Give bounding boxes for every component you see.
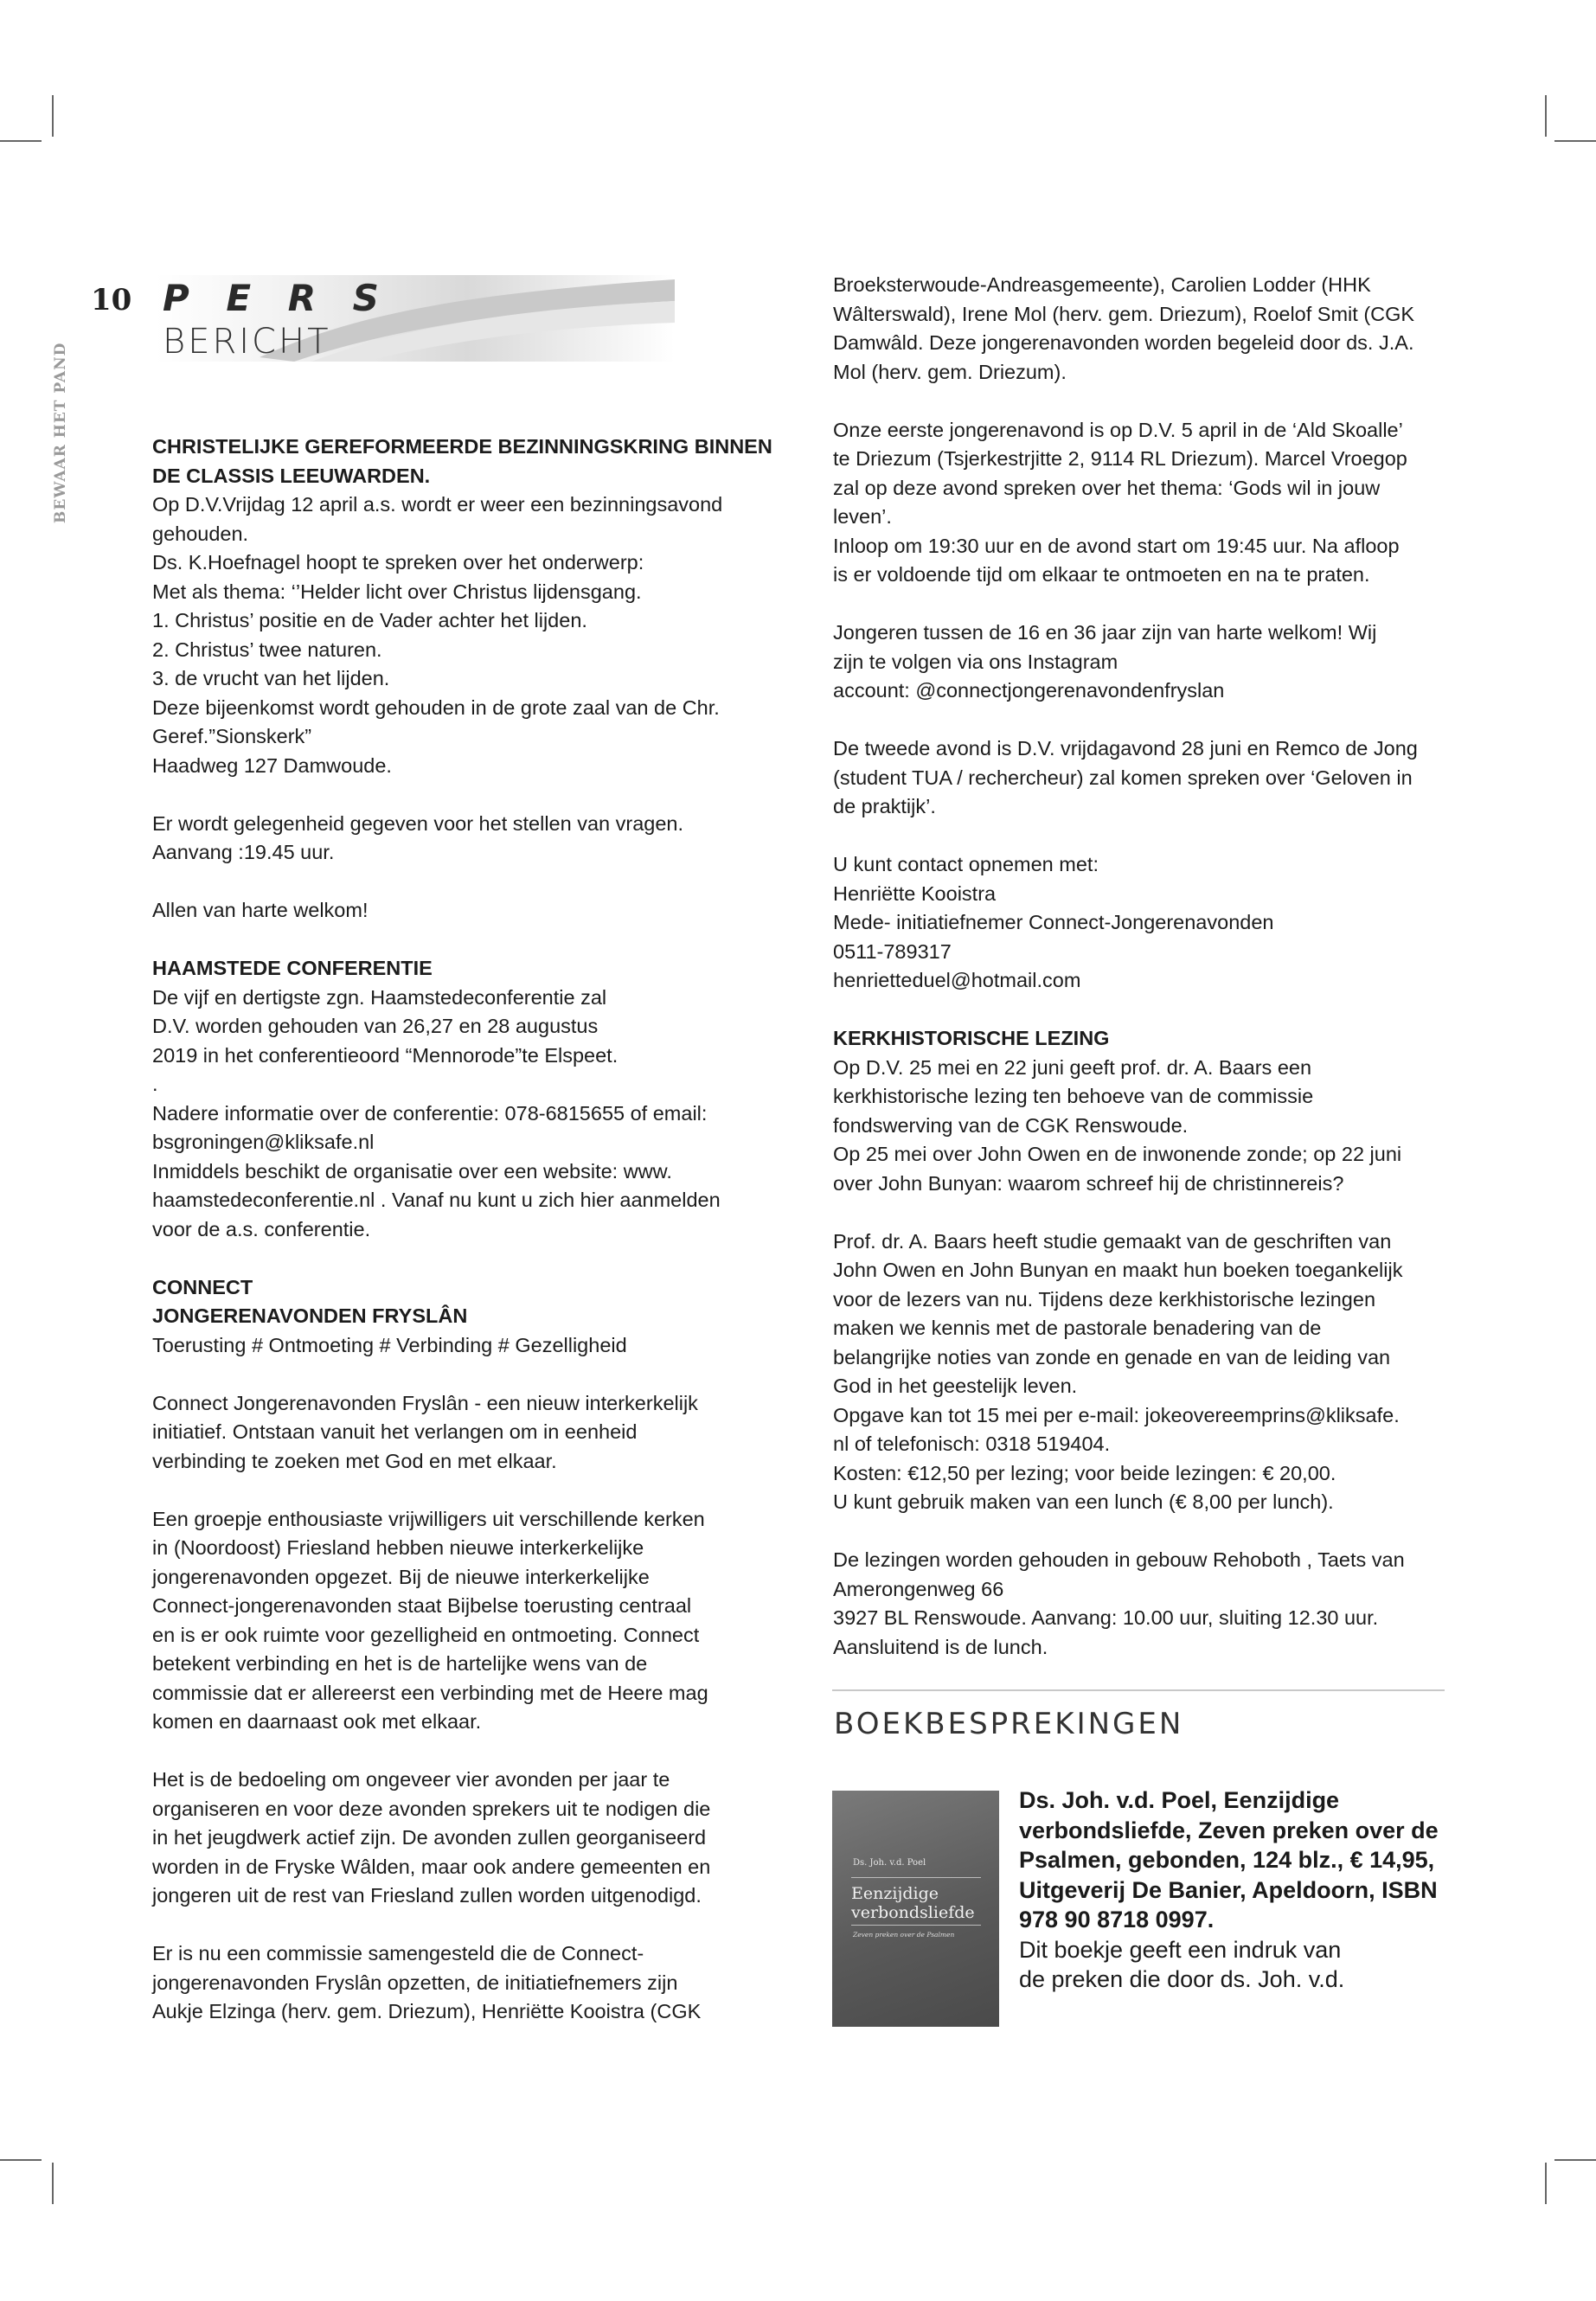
text-line: organiseren en voor deze avonden sprekers uit te nodigen die [152, 1797, 711, 1820]
book-details-line: Psalmen, gebonden, 124 blz., € 14,95, [1019, 1847, 1435, 1873]
text-line: in (Noordoost) Friesland hebben nieuwe interkerkelijke [152, 1536, 644, 1559]
text-line: Wâlterswald), Irene Mol (herv. gem. Driezum), Roelof Smit (CGK [833, 302, 1415, 325]
crop-mark [1545, 2163, 1547, 2204]
book-details-line: 978 90 8718 0997. [1019, 1907, 1215, 1932]
text-line: Aansluitend is de lunch. [833, 1635, 1048, 1658]
article-paragraph [833, 734, 1456, 822]
cover-divider [851, 1925, 981, 1926]
article-paragraph [152, 810, 775, 868]
text-line: zal op deze avond spreken over het thema: ‘Gods wil in jouw [833, 476, 1381, 499]
text-line: U kunt contact opnemen met: [833, 853, 1099, 875]
text-line: haamstedeconferentie.nl . Vanaf nu kunt u zich hier aanmelden [152, 1189, 721, 1211]
text-line: jongerenavonden opgezet. Bij de nieuwe interkerkelijke [152, 1565, 650, 1588]
text-line: komen en daarnaast ook met elkaar. [152, 1710, 482, 1733]
article-paragraph [152, 490, 775, 780]
text-line: Een groepje enthousiaste vrijwilligers uit verschillende kerken [152, 1507, 705, 1530]
text-line: God in het geestelijk leven. [833, 1375, 1078, 1397]
article-paragraph [152, 1939, 775, 2027]
article-paragraph [833, 1227, 1456, 1517]
contact-block [833, 850, 1456, 996]
text-line: D.V. worden gehouden van 26,27 en 28 augustus [152, 1015, 599, 1037]
text-line: Aanvang :19.45 uur. [152, 841, 335, 863]
book-review-text [1019, 1785, 1452, 1995]
text-line: 3. de vrucht van het lijden. [152, 667, 390, 689]
text-line: Opgave kan tot 15 mei per e-mail: jokeovereemprins@kliksafe. [833, 1403, 1400, 1426]
article-paragraph [833, 416, 1456, 590]
text-line: Onze eerste jongerenavond is op D.V. 5 april in de ‘Ald Skoalle’ [833, 418, 1403, 441]
text-line: Het is de bedoeling om ongeveer vier avonden per jaar te [152, 1768, 670, 1791]
article-heading [152, 954, 775, 984]
cover-divider [851, 1877, 981, 1878]
text-line: is er voldoende tijd om elkaar te ontmoeten en na te praten. [833, 563, 1370, 586]
text-line: Er is nu een commissie samengesteld die de Connect- [152, 1942, 644, 1965]
text-line: Connect Jongerenavonden Fryslân - een nieuw interkerkelijk [152, 1391, 698, 1414]
article-paragraph [833, 271, 1456, 387]
book-details-line: Ds. Joh. v.d. Poel, Eenzijdige [1019, 1787, 1340, 1813]
text-line: account: @connectjongerenavondenfryslan [833, 679, 1225, 702]
text-line: Op D.V. 25 mei en 22 juni geeft prof. dr. A. Baars een [833, 1055, 1312, 1079]
left-column [152, 433, 775, 2027]
text-line: kerkhistorische lezing ten behoeve van de commissie [833, 1085, 1314, 1107]
text-line: Haadweg 127 Damwoude. [152, 753, 392, 777]
book-cover-image [832, 1791, 999, 2027]
text-line: Op D.V.Vrijdag 12 april a.s. wordt er weer een bezinningsavond [152, 493, 723, 516]
crop-mark [0, 140, 42, 142]
text-line: U kunt gebruik maken van een lunch (€ 8,00 per lunch). [833, 1490, 1334, 1513]
article-paragraph [152, 1331, 775, 1361]
text-line: Nadere informatie over de conferentie: 078-6815655 of email: [152, 1101, 708, 1125]
text-line: Op 25 mei over John Owen en de inwonende zonde; op 22 juni [833, 1143, 1402, 1165]
text-line: commissie dat er allereerst een verbinding met de Heere mag [152, 1681, 708, 1704]
text-line: 2019 in het conferentieoord “Mennorode”te Elspeet. [152, 1043, 619, 1067]
text-line: 2. Christus’ twee naturen. [152, 638, 382, 661]
text-line: Mol (herv. gem. Driezum). [833, 360, 1067, 383]
text-line: De lezingen worden gehouden in gebouw Rehoboth , Taets van [833, 1548, 1405, 1571]
bericht-title: BERICHT [163, 322, 331, 362]
article-paragraph [833, 619, 1456, 706]
crop-mark [52, 95, 54, 137]
text-line: betekent verbinding en het is de hartelijke wens van de [152, 1652, 648, 1675]
contact-phone: 0511-789317 [833, 939, 952, 963]
text-line: in het jeugdwerk actief zijn. De avonden zullen georganiseerd [152, 1826, 707, 1849]
text-line: Mede- initiatiefnemer Connect-Jongerenavonden [833, 911, 1274, 933]
heading-line: JONGERENAVONDEN FRYSLÂN [152, 1304, 468, 1327]
crop-mark [1554, 2159, 1596, 2161]
text-line: Ds. K.Hoefnagel hoopt te spreken over het onderwerp: [152, 551, 644, 574]
text-line: Jongeren tussen de 16 en 36 jaar zijn van harte welkom! Wij [833, 621, 1377, 644]
text-line: initiatief. Ontstaan vanuit het verlangen om in eenheid [152, 1420, 638, 1443]
text-line: jongeren uit de rest van Friesland zullen worden uitgenodigd. [152, 1884, 702, 1907]
text-line: Geref.”Sionskerk” [152, 725, 312, 747]
text-line: Deze bijeenkomst wordt gehouden in de grote zaal van de Chr. [152, 695, 720, 719]
crop-mark [52, 2163, 54, 2204]
article-paragraph [152, 1766, 775, 1911]
text-line: Aukje Elzinga (herv. gem. Driezum), Henriëtte Kooistra (CGK [152, 2000, 702, 2022]
book-cover-author: Ds. Joh. v.d. Poel [853, 1858, 926, 1868]
text-line: de praktijk’. [833, 795, 936, 817]
book-cover-title: Eenzijdige verbondsliefde [851, 1884, 975, 1922]
book-cover-subtitle: Zeven preken over de Psalmen [853, 1931, 955, 1939]
article-heading [833, 1024, 1456, 1054]
text-line: John Owen en John Bunyan en maakt hun boeken toegankelijk [833, 1259, 1403, 1281]
text-line: 3927 BL Renswoude. Aanvang: 10.00 uur, sluiting 12.30 uur. [833, 1606, 1379, 1629]
article-paragraph [152, 1389, 775, 1477]
text-line: Inmiddels beschikt de organisatie over een website: www. [152, 1159, 672, 1183]
heading-line: DE CLASSIS LEEUWARDEN. [152, 464, 431, 487]
text-line: voor de a.s. conferentie. [152, 1217, 371, 1240]
text-line: Amerongenweg 66 [833, 1577, 1004, 1600]
text-line: zijn te volgen via ons Instagram [833, 650, 1118, 673]
book-details-line: verbondsliefde, Zeven preken over de [1019, 1817, 1439, 1843]
text-line: bsgroningen@kliksafe.nl [152, 1131, 375, 1153]
text-line: jongerenavonden Fryslân opzetten, de initiatiefnemers zijn [152, 1971, 678, 1994]
text-line: Toerusting # Ontmoeting # Verbinding # Gezelligheid [152, 1333, 627, 1356]
article-paragraph [152, 896, 775, 926]
text-line: te Driezum (Tsjerkestrjitte 2, 9114 RL Driezum). Marcel Vroegop [833, 447, 1407, 470]
text-line: (student TUA / rechercheur) zal komen spreken over ‘Geloven in [833, 766, 1413, 789]
crop-mark [1545, 95, 1547, 137]
text-line: . [152, 1073, 158, 1095]
crop-mark [0, 2159, 42, 2161]
article-heading [152, 433, 775, 490]
text-line: Prof. dr. A. Baars heeft studie gemaakt van de geschriften van [833, 1229, 1392, 1253]
text-line: verbinding te zoeken met God en met elkaar. [152, 1449, 557, 1472]
side-label: BEWAAR HET PAND [52, 342, 69, 523]
text-line: Connect-jongerenavonden staat Bijbelse toerusting centraal [152, 1594, 692, 1617]
heading-line: HAAMSTEDE CONFERENTIE [152, 957, 433, 979]
section-divider [832, 1689, 1445, 1691]
text-line: De vijf en dertigste zgn. Haamstedeconferentie zal [152, 985, 607, 1009]
text-line: 1. Christus’ positie en de Vader achter het lijden. [152, 609, 587, 631]
article-paragraph [833, 1546, 1456, 1662]
text-line: worden in de Fryske Wâlden, maar ook andere gemeenten en [152, 1855, 711, 1878]
text-line: leven’. [833, 505, 892, 528]
article-heading [152, 1273, 775, 1331]
contact-email: henrietteduel@hotmail.com [833, 969, 1081, 991]
text-line: Kosten: €12,50 per lezing; voor beide lezingen: € 20,00. [833, 1461, 1336, 1484]
text-line: voor de lezers van nu. Tijdens deze kerkhistorische lezingen [833, 1287, 1376, 1311]
text-line: Er wordt gelegenheid gegeven voor het stellen van vragen. [152, 811, 684, 835]
article-paragraph [152, 1505, 775, 1737]
heading-line: CHRISTELIJKE GEREFORMEERDE BEZINNINGSKRING BINNEN [152, 435, 772, 458]
review-text-line: de preken die door ds. Joh. v.d. [1019, 1966, 1345, 1992]
text-line: Allen van harte welkom! [152, 899, 369, 921]
text-line: Damwâld. Deze jongerenavonden worden begeleid door ds. J.A. [833, 331, 1414, 354]
text-line: gehouden. [152, 522, 249, 545]
text-line: maken we kennis met de pastorale benadering van de [833, 1317, 1322, 1339]
article-paragraph [833, 1054, 1456, 1199]
text-line: en is er ook ruimte voor gezelligheid en ontmoeting. Connect [152, 1623, 700, 1646]
page-number: 10 [91, 283, 132, 317]
text-line: Broeksterwoude-Andreasgemeente), Carolien Lodder (HHK [833, 273, 1371, 296]
text-line: fondswerving van de CGK Renswoude. [833, 1113, 1189, 1137]
text-line: Inloop om 19:30 uur en de avond start om 19:45 uur. Na afloop [833, 534, 1400, 557]
book-reviews-title: BOEKBESPREKINGEN [834, 1707, 1184, 1741]
text-line: nl of telefonisch: 0318 519404. [833, 1433, 1111, 1455]
text-line: over John Bunyan: waarom schreef hij de christinnereis? [833, 1171, 1344, 1195]
text-line: belangrijke noties van zonde en genade en van de leiding van [833, 1345, 1391, 1368]
text-line: Met als thema: ‘’Helder licht over Christus lijdensgang. [152, 580, 642, 603]
text-line: De tweede avond is D.V. vrijdagavond 28 juni en Remco de Jong [833, 737, 1418, 760]
heading-line: KERKHISTORISCHE LEZING [833, 1027, 1110, 1049]
book-details-line: Uitgeverij De Banier, Apeldoorn, ISBN [1019, 1876, 1438, 1903]
contact-name: Henriëtte Kooistra [833, 881, 997, 905]
review-text-line: Dit boekje geeft een indruk van [1019, 1936, 1342, 1963]
pers-title: P E R S [163, 277, 391, 319]
heading-line: CONNECT [152, 1275, 253, 1298]
crop-mark [1554, 140, 1596, 142]
right-column [833, 271, 1456, 1662]
article-paragraph [152, 984, 775, 1245]
